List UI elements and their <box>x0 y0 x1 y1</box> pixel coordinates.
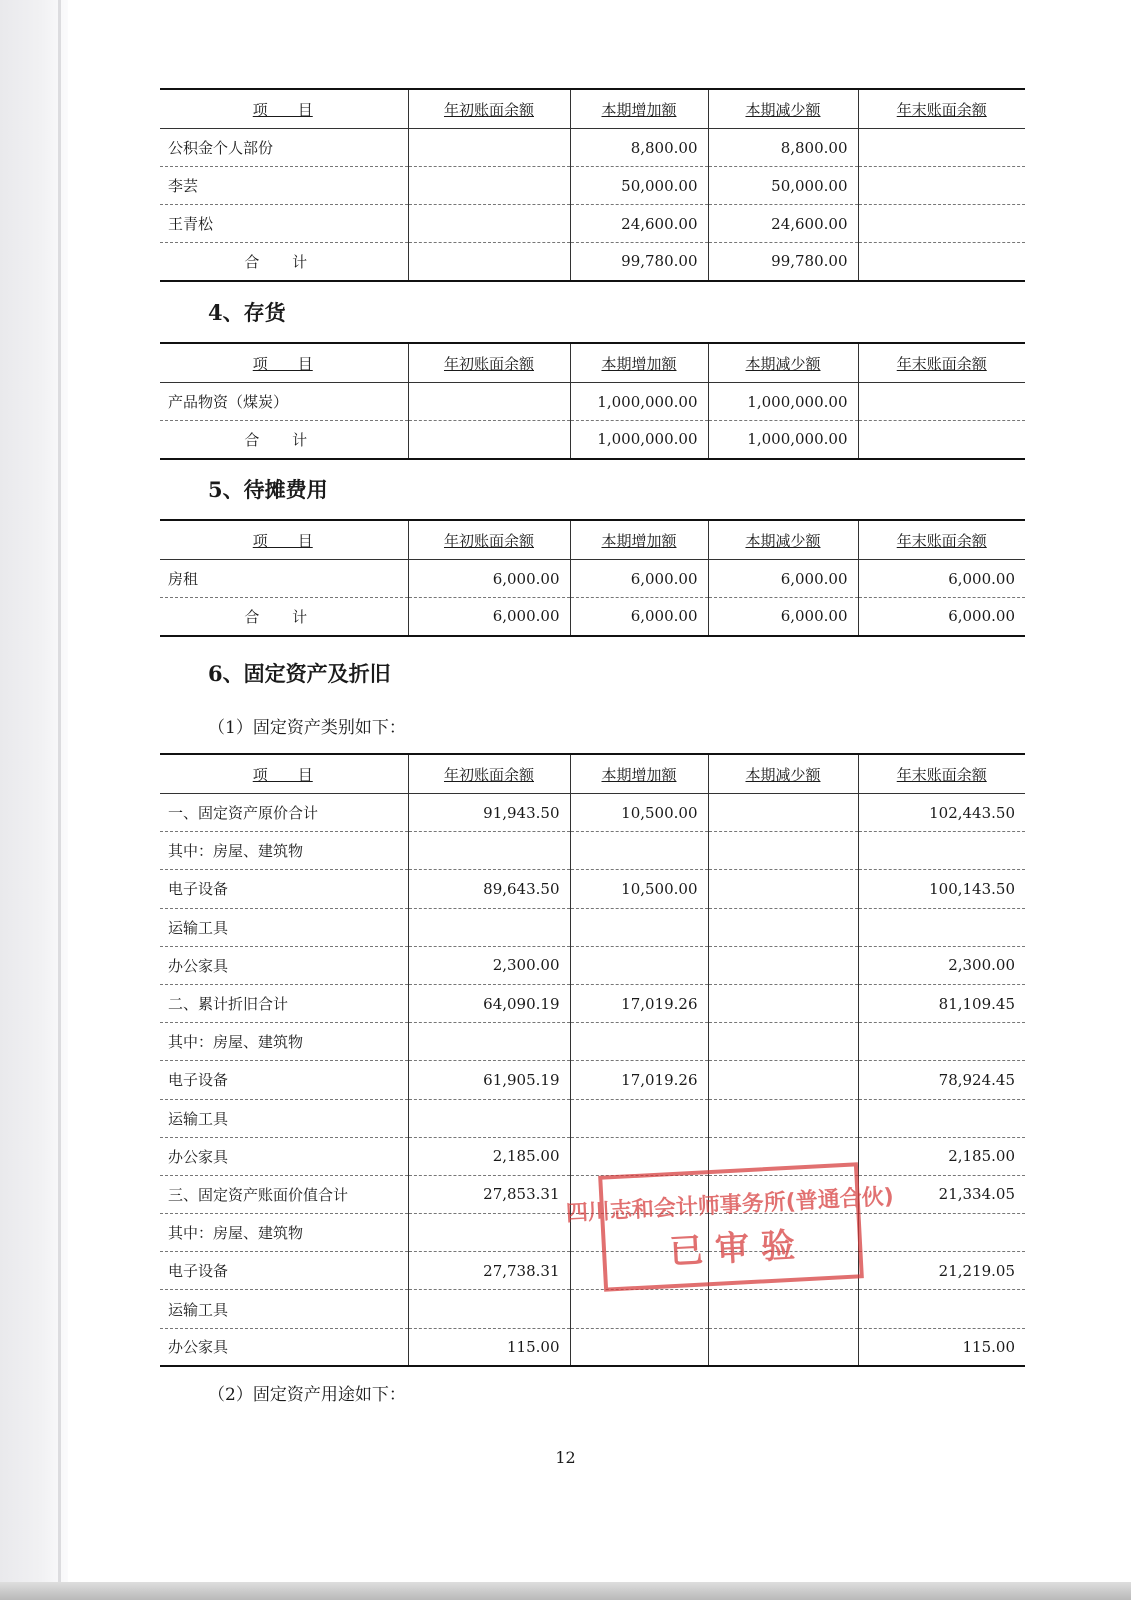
amount-cell: 6,000.00 <box>708 598 858 636</box>
amount-cell <box>408 1214 570 1252</box>
amount-cell: 91,943.50 <box>408 794 570 832</box>
table-row <box>160 243 1025 281</box>
table-header-row <box>160 520 1025 560</box>
amount-cell <box>858 383 1025 421</box>
amount-cell <box>408 1099 570 1137</box>
column-header: 年初账面余额 <box>408 520 570 560</box>
amount-cell: 21,334.05 <box>858 1175 1025 1213</box>
table-row <box>160 167 1025 205</box>
row-label: 三、固定资产账面价值合计 <box>160 1175 408 1213</box>
subsection-fixed-asset-usage: （2）固定资产用途如下： <box>208 1385 406 1405</box>
amount-cell: 1,000,000.00 <box>570 383 708 421</box>
amount-cell <box>708 794 858 832</box>
row-label: 其中：房屋、建筑物 <box>160 1214 408 1252</box>
row-label: 其中：房屋、建筑物 <box>160 1023 408 1061</box>
scan-fold-line <box>58 0 61 1600</box>
amount-cell: 17,019.26 <box>570 984 708 1022</box>
amount-cell <box>708 1290 858 1328</box>
table-row <box>160 870 1025 908</box>
amount-cell <box>708 1061 858 1099</box>
table-row <box>160 1328 1025 1366</box>
amount-cell <box>708 984 858 1022</box>
amount-cell <box>858 243 1025 281</box>
row-label: 李芸 <box>160 167 408 205</box>
amount-cell: 1,000,000.00 <box>708 421 858 459</box>
amount-cell <box>858 908 1025 946</box>
stamp-firm-name: 四川志和会计师事务所(普通合伙) <box>565 1184 895 1227</box>
amount-cell <box>570 946 708 984</box>
amount-cell <box>708 870 858 908</box>
amount-cell: 6,000.00 <box>858 560 1025 598</box>
table-row <box>160 421 1025 459</box>
page-number: 12 <box>555 1448 576 1467</box>
row-label: 一、固定资产原价合计 <box>160 794 408 832</box>
table-row <box>160 1290 1025 1328</box>
row-label: 电子设备 <box>160 1061 408 1099</box>
amount-cell: 50,000.00 <box>708 167 858 205</box>
column-header: 本期减少额 <box>708 89 858 129</box>
column-header: 年末账面余额 <box>858 754 1025 794</box>
amount-cell: 24,600.00 <box>570 205 708 243</box>
table-row <box>160 984 1025 1022</box>
amount-cell <box>708 908 858 946</box>
amount-cell: 102,443.50 <box>858 794 1025 832</box>
column-header: 年初账面余额 <box>408 343 570 383</box>
column-header: 年末账面余额 <box>858 89 1025 129</box>
amount-cell: 2,185.00 <box>408 1137 570 1175</box>
amount-cell: 27,853.31 <box>408 1175 570 1213</box>
audit-stamp <box>565 1161 895 1293</box>
amount-cell: 89,643.50 <box>408 870 570 908</box>
row-label: 合 计 <box>244 607 322 626</box>
amount-cell <box>570 1328 708 1366</box>
table-row <box>160 1061 1025 1099</box>
amount-cell <box>858 1023 1025 1061</box>
row-label: 公积金个人部份 <box>160 129 408 167</box>
amount-cell: 27,738.31 <box>408 1252 570 1290</box>
inventory-table <box>160 342 1025 460</box>
column-header: 项 目 <box>160 343 408 383</box>
row-label: 产品物资（煤炭） <box>160 383 408 421</box>
subsection-fixed-asset-categories: （1）固定资产类别如下： <box>208 718 406 738</box>
column-header: 本期增加额 <box>570 343 708 383</box>
amount-cell <box>708 946 858 984</box>
table-row <box>160 946 1025 984</box>
amount-cell: 6,000.00 <box>570 560 708 598</box>
other-receivables-table <box>160 88 1025 282</box>
table-header-row <box>160 754 1025 794</box>
amount-cell: 115.00 <box>858 1328 1025 1366</box>
table-row <box>160 205 1025 243</box>
row-label: 二、累计折旧合计 <box>160 984 408 1022</box>
column-header: 项 目 <box>160 520 408 560</box>
amount-cell <box>570 908 708 946</box>
amount-cell: 2,300.00 <box>408 946 570 984</box>
table-row <box>160 1252 1025 1290</box>
amount-cell <box>408 383 570 421</box>
amount-cell <box>708 1023 858 1061</box>
amount-cell <box>408 243 570 281</box>
table-header-row <box>160 89 1025 129</box>
amount-cell: 1,000,000.00 <box>570 421 708 459</box>
amount-cell: 24,600.00 <box>708 205 858 243</box>
column-header: 本期增加额 <box>570 520 708 560</box>
amount-cell <box>408 1023 570 1061</box>
column-header: 项 目 <box>160 754 408 794</box>
amount-cell <box>408 832 570 870</box>
amount-cell: 100,143.50 <box>858 870 1025 908</box>
row-label: 办公家具 <box>160 1137 408 1175</box>
section-title-inventory: 4、存货 <box>208 300 286 325</box>
table-row <box>160 598 1025 636</box>
section-title-prepaid-expenses: 5、待摊费用 <box>208 477 328 502</box>
row-label: 电子设备 <box>160 1252 408 1290</box>
column-header: 本期减少额 <box>708 520 858 560</box>
amount-cell: 78,924.45 <box>858 1061 1025 1099</box>
row-label: 合 计 <box>244 252 322 271</box>
column-header: 本期减少额 <box>708 754 858 794</box>
table-row <box>160 1023 1025 1061</box>
scan-bottom-edge <box>0 1582 1131 1600</box>
amount-cell: 10,500.00 <box>570 870 708 908</box>
column-header: 本期增加额 <box>570 89 708 129</box>
row-label: 王青松 <box>160 205 408 243</box>
amount-cell <box>858 205 1025 243</box>
amount-cell: 2,185.00 <box>858 1137 1025 1175</box>
amount-cell: 6,000.00 <box>708 560 858 598</box>
amount-cell <box>408 129 570 167</box>
fixed-assets-table <box>160 753 1025 1367</box>
amount-cell: 99,780.00 <box>708 243 858 281</box>
amount-cell <box>858 1290 1025 1328</box>
table-row <box>160 794 1025 832</box>
table-row <box>160 383 1025 421</box>
table-row <box>160 1137 1025 1175</box>
amount-cell: 6,000.00 <box>408 560 570 598</box>
amount-cell <box>858 1099 1025 1137</box>
row-label: 房租 <box>160 560 408 598</box>
amount-cell <box>708 1328 858 1366</box>
table-row <box>160 560 1025 598</box>
amount-cell: 6,000.00 <box>408 598 570 636</box>
row-label: 合 计 <box>244 430 322 449</box>
section-title-fixed-assets: 6、固定资产及折旧 <box>208 661 391 686</box>
column-header: 年初账面余额 <box>408 89 570 129</box>
amount-cell <box>858 421 1025 459</box>
amount-cell: 6,000.00 <box>570 598 708 636</box>
amount-cell: 2,300.00 <box>858 946 1025 984</box>
amount-cell <box>408 205 570 243</box>
table-row <box>160 1099 1025 1137</box>
column-header: 年末账面余额 <box>858 520 1025 560</box>
table-row <box>160 129 1025 167</box>
amount-cell <box>570 832 708 870</box>
amount-cell: 8,800.00 <box>570 129 708 167</box>
amount-cell: 50,000.00 <box>570 167 708 205</box>
column-header: 年初账面余额 <box>408 754 570 794</box>
amount-cell: 6,000.00 <box>858 598 1025 636</box>
amount-cell <box>858 1214 1025 1252</box>
amount-cell <box>408 1290 570 1328</box>
table-row <box>160 908 1025 946</box>
amount-cell <box>570 1099 708 1137</box>
amount-cell <box>858 129 1025 167</box>
row-label: 电子设备 <box>160 870 408 908</box>
amount-cell: 8,800.00 <box>708 129 858 167</box>
row-label: 运输工具 <box>160 1290 408 1328</box>
amount-cell <box>408 908 570 946</box>
row-label: 运输工具 <box>160 908 408 946</box>
stamp-verified-text: 已 审 验 <box>668 1225 796 1273</box>
row-label: 办公家具 <box>168 1338 229 1357</box>
column-header: 本期减少额 <box>708 343 858 383</box>
amount-cell <box>570 1290 708 1328</box>
amount-cell <box>708 832 858 870</box>
table-header-row <box>160 343 1025 383</box>
amount-cell: 64,090.19 <box>408 984 570 1022</box>
amount-cell <box>708 1099 858 1137</box>
amount-cell: 99,780.00 <box>570 243 708 281</box>
column-header: 项 目 <box>160 89 408 129</box>
row-label: 运输工具 <box>160 1099 408 1137</box>
amount-cell: 17,019.26 <box>570 1061 708 1099</box>
column-header: 年末账面余额 <box>858 343 1025 383</box>
amount-cell: 10,500.00 <box>570 794 708 832</box>
amount-cell: 81,109.45 <box>858 984 1025 1022</box>
amount-cell <box>408 167 570 205</box>
amount-cell <box>858 167 1025 205</box>
amount-cell <box>408 421 570 459</box>
amount-cell: 21,219.05 <box>858 1252 1025 1290</box>
column-header: 本期增加额 <box>570 754 708 794</box>
table-row <box>160 832 1025 870</box>
row-label: 办公家具 <box>160 946 408 984</box>
amount-cell: 1,000,000.00 <box>708 383 858 421</box>
amount-cell <box>570 1023 708 1061</box>
amount-cell: 115.00 <box>408 1328 570 1366</box>
amount-cell <box>858 832 1025 870</box>
prepaid-expenses-table <box>160 519 1025 637</box>
row-label: 其中：房屋、建筑物 <box>160 832 408 870</box>
amount-cell: 61,905.19 <box>408 1061 570 1099</box>
